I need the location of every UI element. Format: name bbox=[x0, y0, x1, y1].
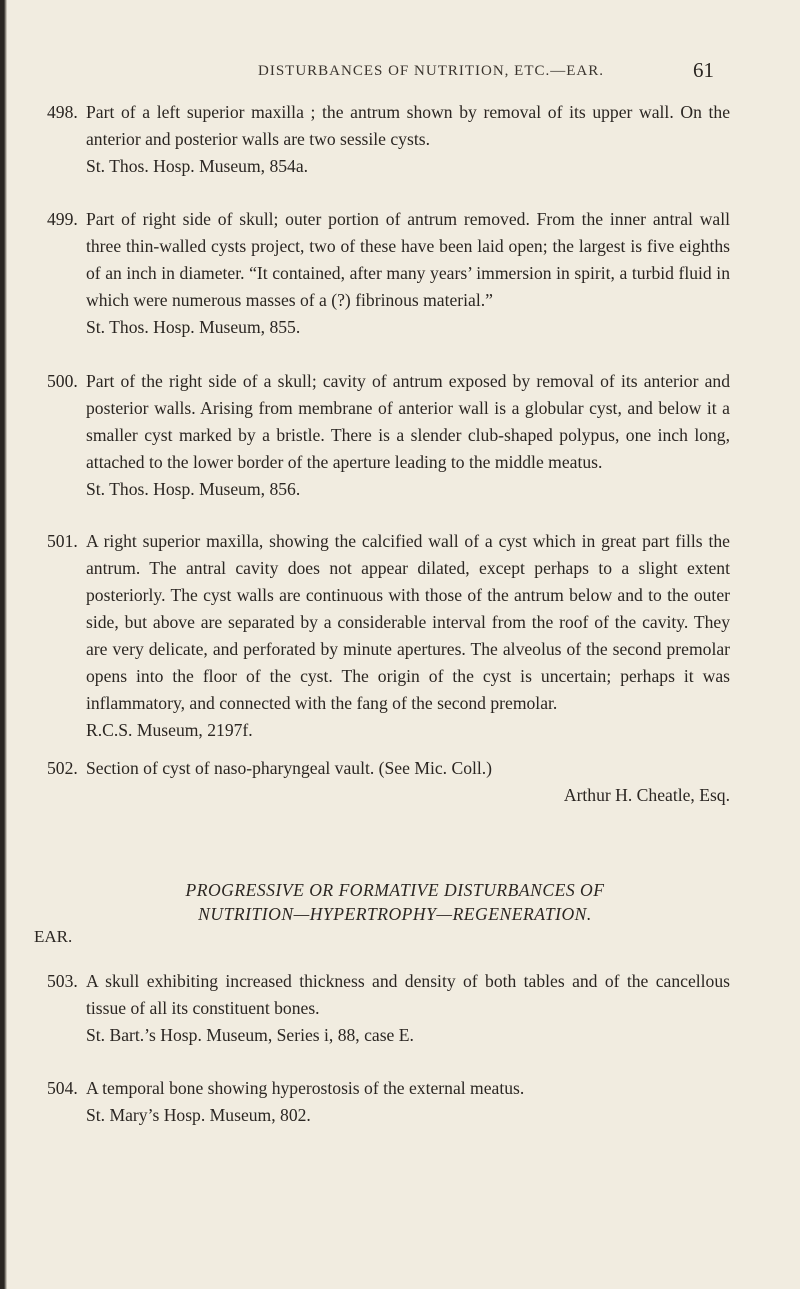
entry-description: Part of right side of skull; outer portion of antrum removed. From the inner antral wall three thin-walled cysts project, two of these have been laid open; the largest is five eighths of an inch in diameter. “It contained, after many years’ immersion in spirit, a turbid fluid in which were numerous masses of a (?) fibrinous material.” bbox=[86, 209, 730, 310]
entry-source: St. Thos. Hosp. Museum, 855. bbox=[86, 317, 301, 337]
catalogue-entry-500 bbox=[47, 368, 730, 503]
entry-number: 502. bbox=[47, 758, 78, 778]
entry-source: St. Thos. Hosp. Museum, 854a. bbox=[86, 156, 309, 176]
entry-description: Section of cyst of naso-pharyngeal vault. (See Mic. Coll.) bbox=[86, 758, 493, 778]
entry-number: 503. bbox=[47, 971, 78, 991]
catalogue-entry-503 bbox=[47, 968, 730, 1049]
entry-description: A right superior maxilla, showing the calcified wall of a cyst which in great part fills the antrum. The antral cavity does not appear dilated, except perhaps to a slight extent posteriorly. The cyst walls are continuous with those of the antrum below and to the outer side, but above are separated by a considerable interval from the roof of the cavity. They are very delicate, and perforated by minute apertures. The alveolus of the second premolar opens into the floor of the cyst. The origin of the cyst is uncertain; perhaps it was inflammatory, and connected with the fang of the second premolar. bbox=[86, 531, 730, 713]
entry-source: R.C.S. Museum, 2197f. bbox=[86, 720, 253, 740]
running-head: DISTURBANCES OF NUTRITION, ETC.—EAR. bbox=[258, 63, 605, 79]
entry-source: Arthur H. Cheatle, Esq. bbox=[563, 785, 730, 805]
entry-number: 498. bbox=[47, 102, 78, 122]
section-subheading: EAR. bbox=[34, 927, 73, 946]
catalogue-entry-499 bbox=[47, 206, 730, 341]
entry-number: 500. bbox=[47, 371, 78, 391]
entry-description: A temporal bone showing hyperostosis of the external meatus. bbox=[86, 1078, 525, 1098]
catalogue-entry-502 bbox=[47, 755, 730, 809]
entry-description: Part of a left superior maxilla ; the antrum shown by removal of its upper wall. On the anterior and posterior walls are two sessile cysts. bbox=[86, 102, 730, 149]
entry-number: 504. bbox=[47, 1078, 78, 1098]
entry-description: Part of the right side of a skull; cavity of antrum exposed by removal of its anterior and posterior walls. Arising from membrane of anterior wall is a globular cyst, and below it a smaller cyst marked by a bristle. There is a slender club-shaped polypus, one inch long, attached to the lower border of the aperture leading to the middle meatus. bbox=[86, 371, 730, 472]
section-heading bbox=[60, 878, 730, 926]
entry-number: 499. bbox=[47, 209, 78, 229]
entry-source: St. Bart.’s Hosp. Museum, Series i, 88, case E. bbox=[86, 1025, 414, 1045]
catalogue-entry-504 bbox=[47, 1075, 730, 1129]
section-heading-line-2: NUTRITION—HYPERTROPHY—REGENERATION. bbox=[198, 904, 592, 924]
page-number: 61 bbox=[693, 58, 714, 82]
entry-description: A skull exhibiting increased thickness and density of both tables and of the cancellous tissue of all its constituent bones. bbox=[86, 971, 730, 1018]
entry-source: St. Mary’s Hosp. Museum, 802. bbox=[86, 1105, 311, 1125]
page-binding-edge bbox=[0, 0, 7, 1289]
section-heading-line-1: PROGRESSIVE OR FORMATIVE DISTURBANCES OF bbox=[185, 880, 605, 900]
entry-number: 501. bbox=[47, 531, 78, 551]
catalogue-entry-501 bbox=[47, 528, 730, 744]
entry-source: St. Thos. Hosp. Museum, 856. bbox=[86, 479, 301, 499]
catalogue-entry-498 bbox=[47, 99, 730, 180]
